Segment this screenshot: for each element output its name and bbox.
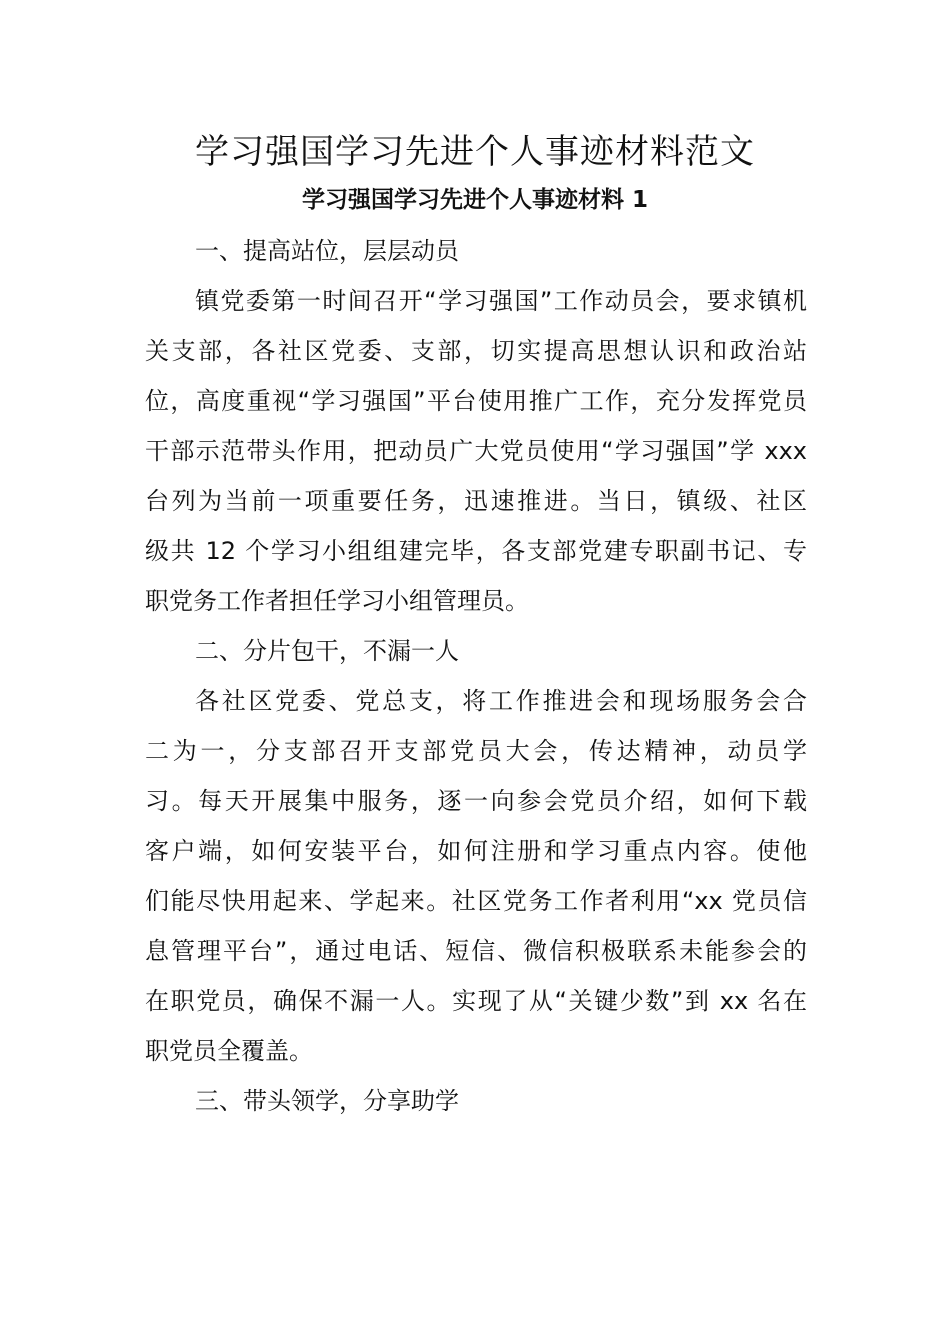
paragraph-line: 位，高度重视“学习强国”平台使用推广工作，充分发挥党员 [145,387,807,415]
paragraph-line: 台列为当前一项重要任务，迅速推进。当日，镇级、社区 [145,487,807,515]
document-body [145,226,807,1126]
section-heading-3: 三、带头领学，分享助学 [195,1087,459,1115]
paragraph-line: 息管理平台”，通过电话、短信、微信积极联系未能参会的 [145,937,807,965]
paragraph-line: 级共 12 个学习小组组建完毕，各支部党建专职副书记、专 [145,537,807,565]
paragraph-line: 职党务工作者担任学习小组管理员。 [145,587,529,615]
paragraph-line: 镇党委第一时间召开“学习强国”工作动员会，要求镇机 [195,287,807,315]
paragraph-line: 在职党员，确保不漏一人。实现了从“关键少数”到 xx 名在 [145,987,807,1015]
paragraph-line: 干部示范带头作用，把动员广大党员使用“学习强国”学 xxx [145,437,807,465]
paragraph-line: 各社区党委、党总支，将工作推进会和现场服务会合 [195,687,807,715]
paragraph-line: 关支部，各社区党委、支部，切实提高思想认识和政治站 [145,337,807,365]
section-heading-2: 二、分片包干，不漏一人 [195,637,459,665]
section-paragraph-1 [145,276,807,626]
paragraph-line: 职党员全覆盖。 [145,1037,313,1065]
document-title: 学习强国学习先进个人事迹材料范文 [195,132,755,172]
document-subtitle: 学习强国学习先进个人事迹材料 1 [301,187,648,213]
paragraph-line: 二为一，分支部召开支部党员大会，传达精神，动员学 [145,737,807,765]
section-paragraph-2 [145,676,807,1076]
paragraph-line: 习。每天开展集中服务，逐一向参会党员介绍，如何下载 [145,787,807,815]
paragraph-line: 们能尽快用起来、学起来。社区党务工作者利用“xx 党员信 [145,887,807,915]
paragraph-line: 客户端，如何安装平台，如何注册和学习重点内容。使他 [145,837,807,865]
section-heading-1: 一、提高站位，层层动员 [195,237,459,265]
